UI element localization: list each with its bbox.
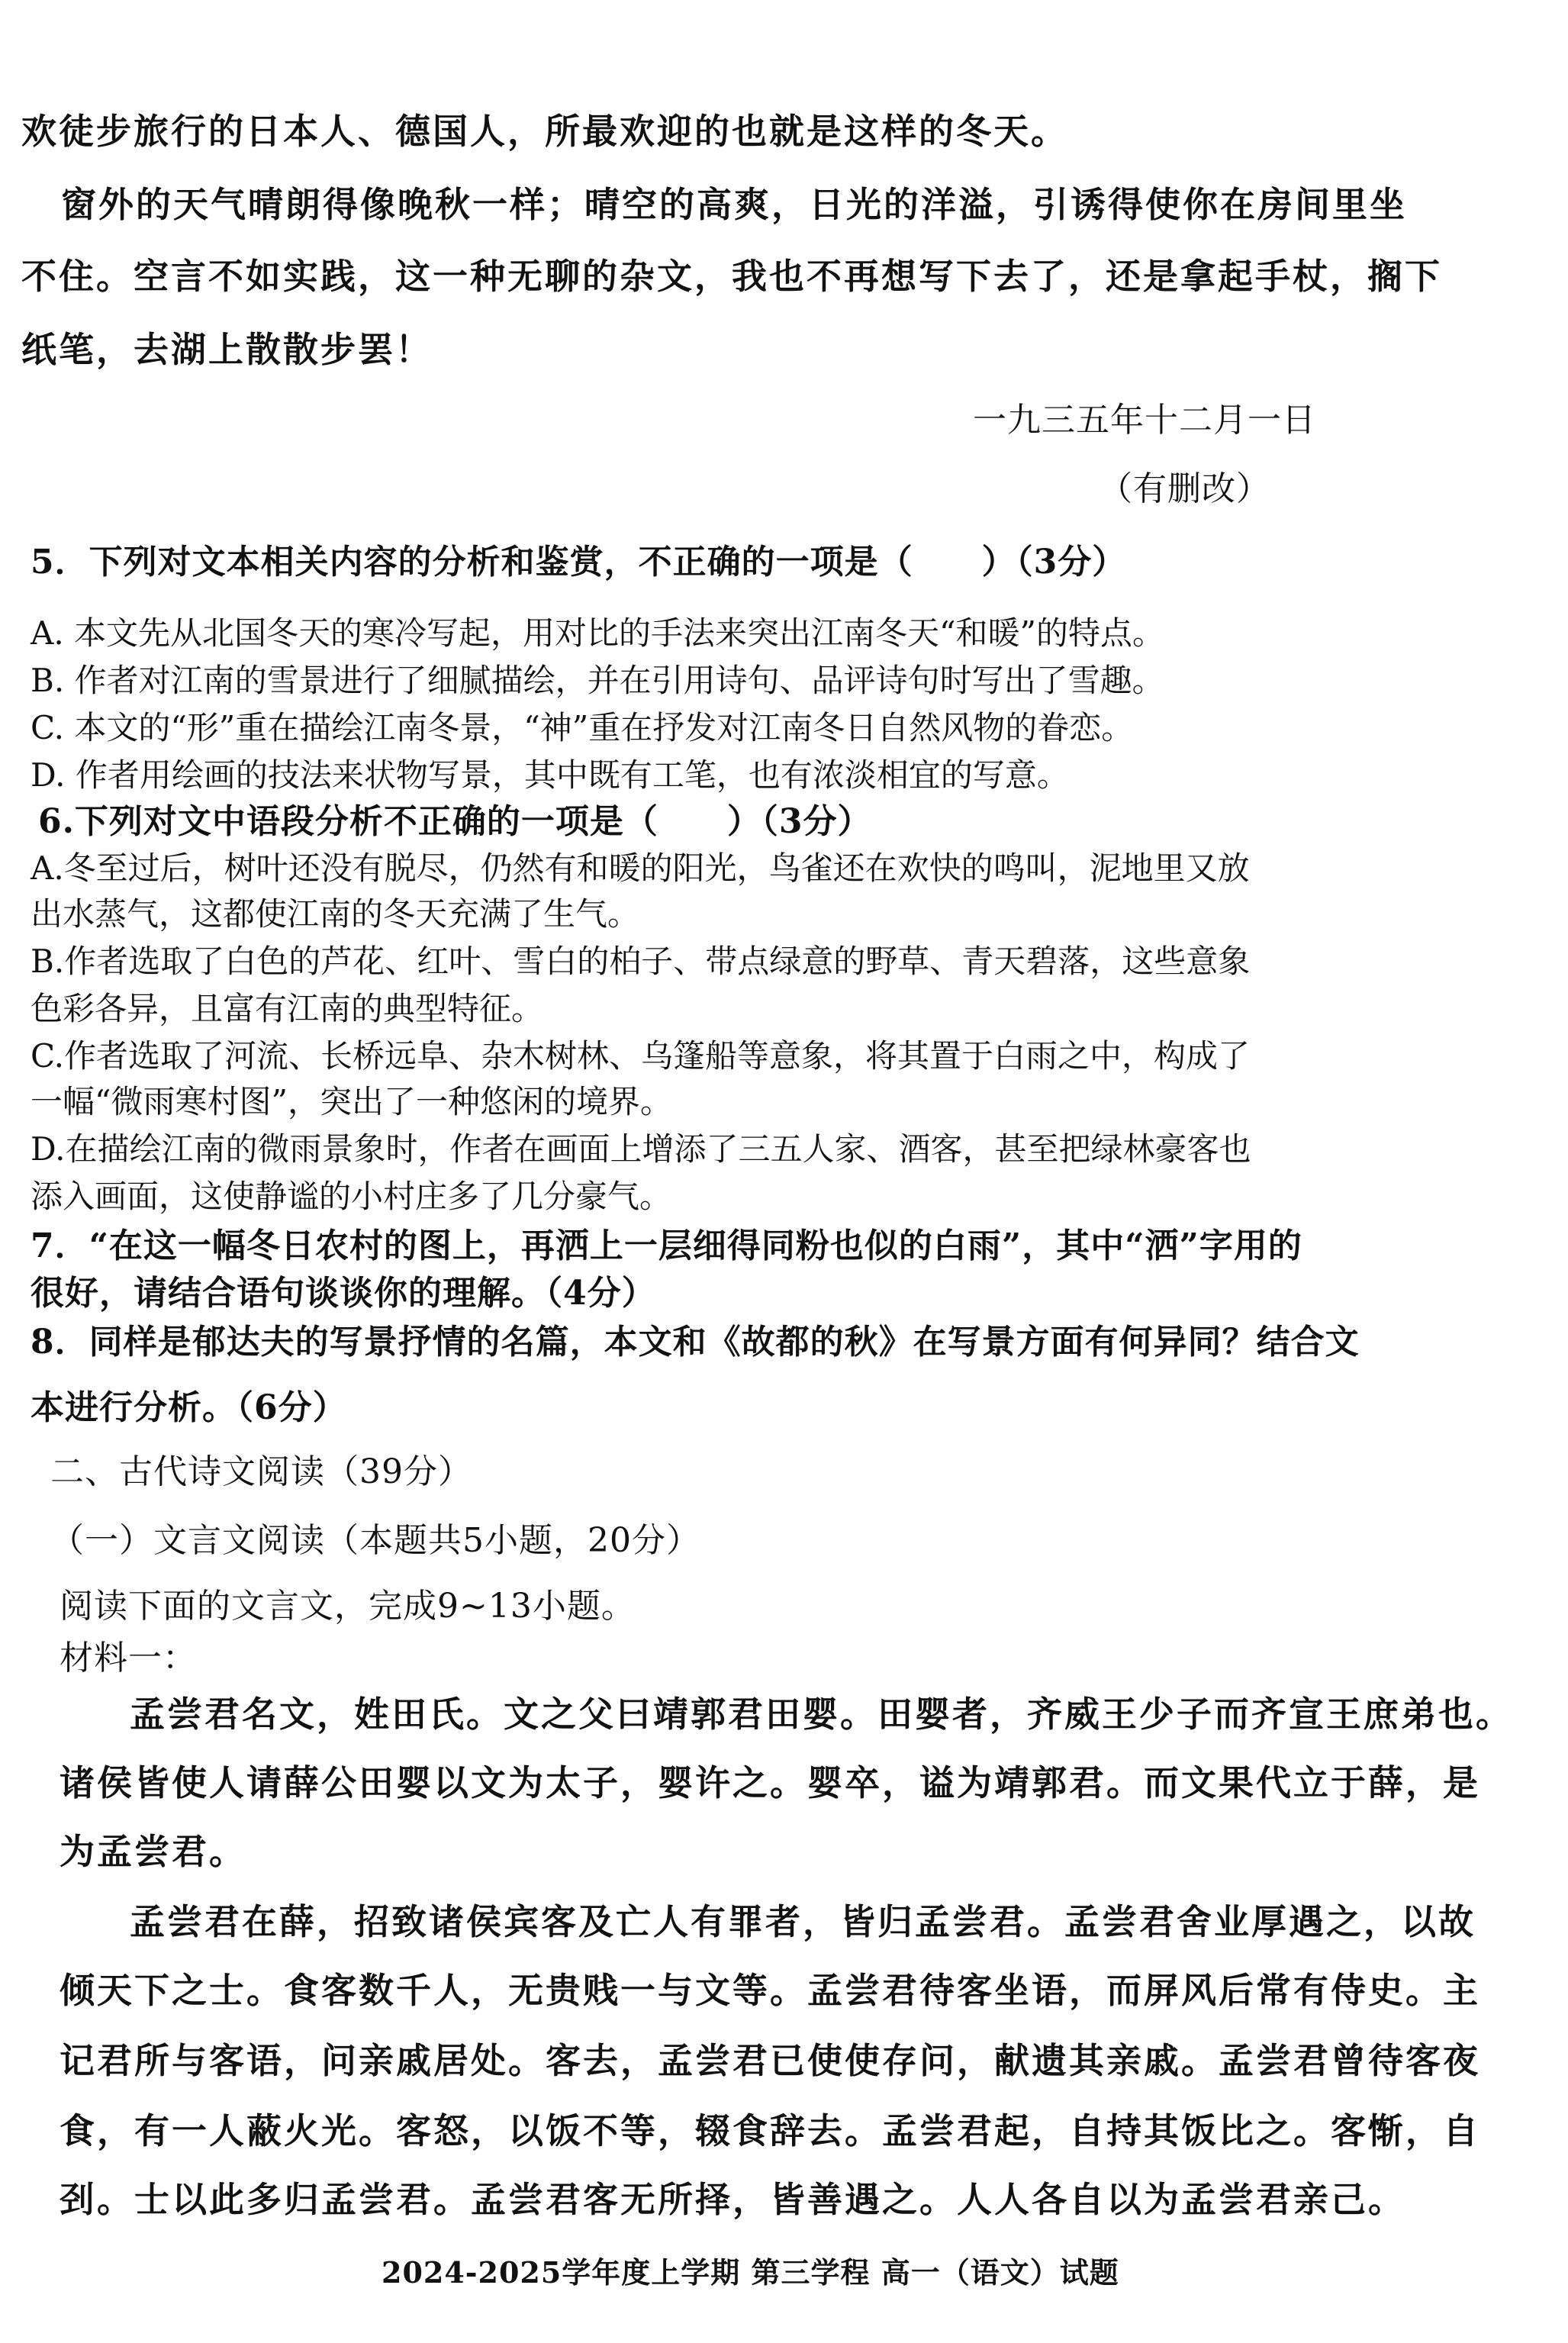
material-label: 材料一： [60,1639,197,1677]
essay-line-1: 欢徒步旅行的日本人、德国人，所最欢迎的也就是这样的冬天。 [21,111,1068,152]
question-5-option-b: B. 作者对江南的雪景进行了细腻描绘，并在引用诗句、品评诗句时写出了雪趣。 [31,662,1164,699]
essay-line-3: 不住。空言不如实践，这一种无聊的杂文，我也不再想写下去了，还是拿起手杖，搁下 [21,256,1442,297]
classical-line: 食，有一人蔽火光。客怒，以饭不等，辍食辞去。孟尝君起，自持其饭比之。客惭，自 [60,2110,1480,2151]
classical-line: 记君所与客语，问亲戚居处。客去，孟尝君已使使存问，献遗其亲戚。孟尝君曾待客夜 [60,2040,1480,2081]
question-6-line: A.冬至过后，树叶还没有脱尽，仍然有和暖的阳光，鸟雀还在欢快的鸣叫，泥地里又放 [31,849,1250,887]
question-8-line: 8．同样是郁达夫的写景抒情的名篇，本文和《故都的秋》在写景方面有何异同？结合文 [31,1323,1360,1362]
essay-note: （有删改） [1099,469,1270,508]
classical-line: 刭。士以此多归孟尝君。孟尝君客无所择，皆善遇之。人人各自以为孟尝君亲己。 [60,2179,1405,2220]
question-5-option-a: A. 本文先从北国冬天的寒冷写起，用对比的手法来突出江南冬天“和暖”的特点。 [31,614,1164,652]
question-6-stem: 6.下列对文中语段分析不正确的一项是（ ）（3分） [38,802,872,841]
essay-date: 一九三五年十二月一日 [973,401,1316,440]
classical-line: 孟尝君名文，姓田氏。文之父曰靖郭君田婴。田婴者，齐威王少子而齐宣王庶弟也。 [130,1694,1513,1735]
classical-line: 孟尝君在薛，招致诸侯宾客及亡人有罪者，皆归孟尝君。孟尝君舍业厚遇之，以故 [130,1901,1476,1942]
question-6-line: B.作者选取了白色的芦花、红叶、雪白的柏子、带点绿意的野草、青天碧落，这些意象 [31,943,1251,980]
page-footer: 2024-2025学年度上学期 第三学程 高一（语文）试题 [382,2255,1119,2290]
classical-line: 诸侯皆使人请薛公田婴以文为太子，婴许之。婴卒，谥为靖郭君。而文果代立于薛，是 [60,1762,1480,1803]
question-6-line: D.在描绘江南的微雨景象时，作者在画面上增添了三五人家、酒客，甚至把绿林豪客也 [31,1130,1251,1168]
classical-line: 为孟尝君。 [60,1831,246,1872]
question-6-line: 色彩各异，且富有江南的典型特征。 [31,990,544,1027]
section-2-title: 二、古代诗文阅读（39分） [50,1452,472,1491]
question-7-line: 很好，请结合语句谈谈你的理解。（4分） [31,1274,656,1313]
section-2-subtitle: （一）文言文阅读（本题共5小题，20分） [50,1521,700,1560]
classical-line: 倾天下之士。食客数千人，无贵贱一与文等。孟尝君待客坐语，而屏风后常有侍史。主 [60,1970,1480,2011]
question-5-option-d: D. 作者用绘画的技法来状物写景，其中既有工笔，也有浓淡相宜的写意。 [31,756,1069,794]
question-6-line: 一幅“微雨寒村图”，突出了一种悠闲的境界。 [31,1083,672,1120]
essay-line-2: 窗外的天气晴朗得像晚秋一样；晴空的高爽，日光的洋溢，引诱得使你在房间里坐 [61,184,1407,225]
question-5-option-c: C. 本文的“形”重在描绘江南冬景，“神”重在抒发对江南冬日自然风物的眷恋。 [31,709,1134,746]
question-8-line: 本进行分析。（6分） [31,1388,347,1427]
question-6-line: 添入画面，这使静谧的小村庄多了几分豪气。 [31,1178,672,1215]
section-2-intro: 阅读下面的文言文，完成9~13小题。 [60,1587,636,1626]
essay-line-4: 纸笔，去湖上散散步罢！ [21,329,433,370]
question-7-line: 7．“在这一幅冬日农村的图上，再洒上一层细得同粉也似的白雨”，其中“洒”字用的 [31,1226,1302,1265]
question-6-line: 出水蒸气，这都使江南的冬天充满了生气。 [31,895,640,933]
question-5-stem: 5．下列对文本相关内容的分析和鉴赏，不正确的一项是（ ）（3分） [31,543,1127,582]
question-6-line: C.作者选取了河流、长桥远阜、杂木树林、乌篷船等意象，将其置于白雨之中，构成了 [31,1037,1250,1075]
